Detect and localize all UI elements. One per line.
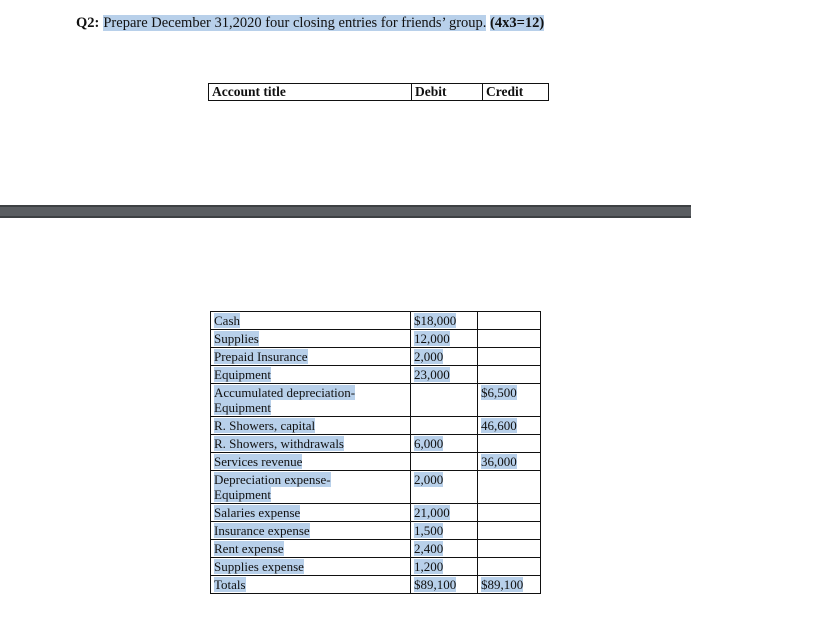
account-cell — [211, 330, 411, 348]
question-text — [76, 15, 544, 32]
account-cell — [211, 348, 411, 366]
credit-cell — [478, 540, 541, 558]
debit-amount: 2,000 — [414, 349, 444, 364]
table-row — [211, 330, 541, 348]
credit-cell — [478, 348, 541, 366]
credit-amount: 46,600 — [481, 418, 517, 433]
debit-amount: 23,000 — [414, 367, 450, 382]
credit-cell — [478, 384, 541, 417]
account-cell — [211, 366, 411, 384]
question-prompt: Prepare December 31,2020 four closing entries for friends’ group. — [103, 15, 487, 31]
table-row — [211, 558, 541, 576]
debit-cell — [411, 471, 478, 504]
table-row — [211, 348, 541, 366]
account-cell — [211, 417, 411, 435]
account-name: Cash — [214, 313, 240, 328]
credit-amount: 36,000 — [481, 454, 517, 469]
credit-cell — [478, 522, 541, 540]
account-cell — [211, 504, 411, 522]
account-name: Supplies expense — [214, 559, 304, 574]
table-row — [211, 540, 541, 558]
account-name: Insurance expense — [214, 523, 310, 538]
table-row — [211, 504, 541, 522]
closing-entries-header-row — [209, 84, 549, 101]
account-name-continued: Equipment — [214, 400, 272, 415]
credit-amount: $6,500 — [481, 385, 517, 400]
header-credit: Credit — [483, 84, 549, 101]
debit-cell — [411, 558, 478, 576]
trial-balance-table — [210, 311, 541, 594]
debit-amount: $18,000 — [414, 313, 457, 328]
account-name: Accumulated depreciation- — [214, 385, 356, 400]
table-row — [211, 435, 541, 453]
account-cell — [211, 453, 411, 471]
debit-amount: 12,000 — [414, 331, 450, 346]
debit-cell — [411, 435, 478, 453]
table-row — [211, 522, 541, 540]
credit-cell — [478, 435, 541, 453]
account-cell — [211, 435, 411, 453]
debit-cell — [411, 330, 478, 348]
debit-cell — [411, 540, 478, 558]
table-row — [211, 312, 541, 330]
account-cell — [211, 522, 411, 540]
credit-cell — [478, 471, 541, 504]
debit-cell — [411, 453, 478, 471]
account-name-continued: Equipment — [214, 487, 272, 502]
table-row — [211, 471, 541, 504]
account-cell — [211, 384, 411, 417]
header-debit: Debit — [412, 84, 483, 101]
debit-amount: 6,000 — [414, 436, 444, 451]
account-name: Depreciation expense- — [214, 472, 331, 487]
question-marks: (4x3=12) — [490, 15, 545, 31]
credit-cell — [478, 417, 541, 435]
credit-cell — [478, 504, 541, 522]
debit-cell — [411, 576, 478, 594]
window-divider-bar — [0, 205, 691, 218]
account-name: Supplies — [214, 331, 259, 346]
debit-cell — [411, 522, 478, 540]
account-cell — [211, 558, 411, 576]
credit-cell — [478, 453, 541, 471]
debit-amount: 2,400 — [414, 541, 444, 556]
credit-cell — [478, 366, 541, 384]
account-cell — [211, 312, 411, 330]
account-name: R. Showers, withdrawals — [214, 436, 344, 451]
credit-cell — [478, 558, 541, 576]
question-number: Q2: — [76, 15, 100, 31]
debit-cell — [411, 366, 478, 384]
table-row — [211, 384, 541, 417]
debit-cell — [411, 384, 478, 417]
debit-amount: 1,500 — [414, 523, 444, 538]
credit-cell — [478, 312, 541, 330]
debit-cell — [411, 312, 478, 330]
debit-cell — [411, 504, 478, 522]
account-name: Rent expense — [214, 541, 284, 556]
account-name: Salaries expense — [214, 505, 301, 520]
header-account-title: Account title — [209, 84, 412, 101]
account-cell — [211, 471, 411, 504]
account-name: Equipment — [214, 367, 272, 382]
credit-cell — [478, 576, 541, 594]
table-row — [211, 576, 541, 594]
debit-cell — [411, 348, 478, 366]
account-name: R. Showers, capital — [214, 418, 316, 433]
debit-amount: 21,000 — [414, 505, 450, 520]
credit-amount: $89,100 — [481, 577, 524, 592]
table-row — [211, 417, 541, 435]
debit-amount: $89,100 — [414, 577, 457, 592]
table-row — [211, 366, 541, 384]
credit-cell — [478, 330, 541, 348]
debit-cell — [411, 417, 478, 435]
table-row — [211, 453, 541, 471]
debit-amount: 2,000 — [414, 472, 444, 487]
account-name: Services revenue — [214, 454, 303, 469]
account-cell — [211, 576, 411, 594]
debit-amount: 1,200 — [414, 559, 444, 574]
account-cell — [211, 540, 411, 558]
closing-entries-table — [208, 83, 549, 101]
account-name: Prepaid Insurance — [214, 349, 308, 364]
account-name: Totals — [214, 577, 246, 592]
